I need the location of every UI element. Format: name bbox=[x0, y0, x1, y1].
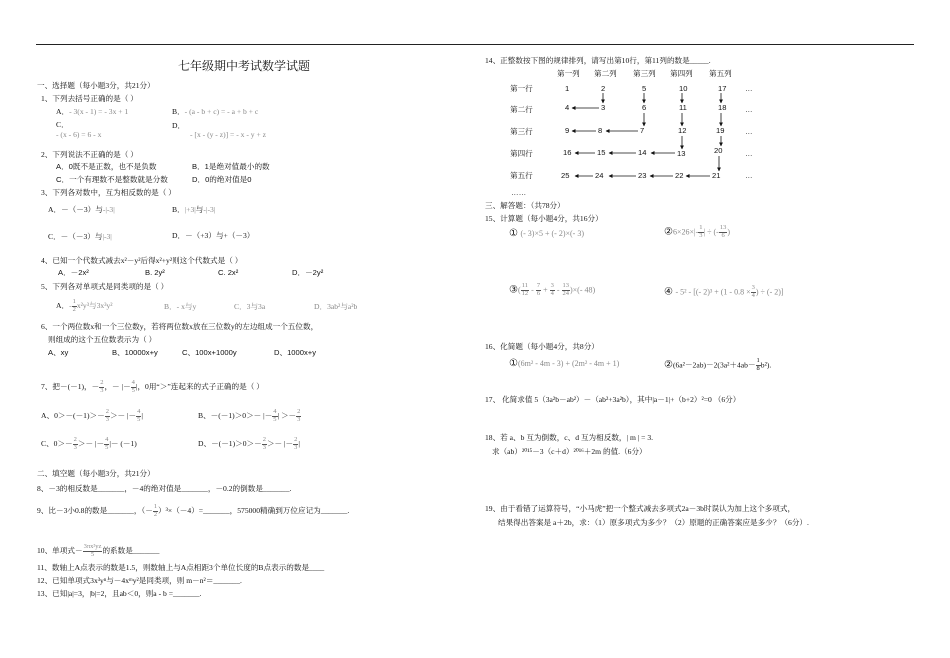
q3-a-tail: -|-3| bbox=[102, 205, 115, 214]
q4-option-c: C. 2x² bbox=[218, 268, 239, 277]
cell-5-4: 22 bbox=[675, 171, 684, 180]
row-label-4: 第四行 bbox=[510, 149, 533, 158]
q1-b-label: B． bbox=[172, 107, 185, 116]
q3-option-d: D．－（+3）与+（－3） bbox=[172, 231, 255, 240]
cell-1-4: 10 bbox=[679, 84, 688, 93]
cell-3-1: 9 bbox=[565, 126, 570, 135]
q2-option-d: D．0的绝对值是0 bbox=[192, 175, 252, 184]
cell-3-3: 7 bbox=[640, 126, 645, 135]
q10: 10、单项式－ $\frac{\text{3πx²yz}}{5}$ 的系数是_______ bbox=[37, 543, 160, 558]
q5-a-expr: x²y³与3x³y² bbox=[76, 300, 113, 310]
q3-c-tail: |-3| bbox=[102, 232, 112, 241]
q13: 13、已知|a|=3，|b|=2，且ab＜0，则a - b =_______. bbox=[37, 589, 202, 598]
calc-3: ③( $\frac{11}{12}$ - $\frac{7}{6}$ + $\frac{3}{4}$ - $\frac{13}{24}$ )×(- 48) bbox=[509, 282, 596, 297]
q1-stem: 1、下列去括号正确的是（ ） bbox=[41, 94, 138, 103]
q5-option-c: C．3与3a bbox=[234, 302, 266, 311]
q7-stem: 7、把－(－1)，－ $\frac{2}{3}$ ，－ |－ $\frac{4}{5}$ |，0用“＞”连起来的式子正确的是（ ） bbox=[41, 379, 264, 394]
q7-option-d: D、－(－1)＞0＞－ $\frac{2}{3}$ ＞－ |－ $\frac{2}{3}$ | bbox=[198, 436, 300, 451]
cell-2-3: 6 bbox=[642, 103, 647, 112]
row-label-5: 第五行 bbox=[510, 171, 533, 180]
calc-4-label: ④ bbox=[664, 286, 673, 298]
sec1-heading: 一、选择题（每小题3分，共21分） bbox=[37, 81, 155, 90]
q7-option-b: B、－(－1)＞0＞－ |－ $\frac{4}{5}$ | ＞－ $\frac{2}{3}$ bbox=[198, 408, 301, 423]
q17: 17、 化简求值 5（3a²b－ab²）－（ab²+3a²b），其中|a－1|+（b+2）²=0 （6分） bbox=[485, 395, 741, 404]
q9-frac: $\frac{1}{2}$ bbox=[153, 503, 158, 518]
calc-1 bbox=[509, 228, 584, 239]
q16-stem: 16、化简题（每小题4分，共8分） bbox=[485, 342, 599, 351]
simplify-2: ②(6a²－2ab)－2(3a²＋4ab－ $\frac{1}{8}$ b²). bbox=[664, 357, 772, 372]
cell-5-1: 25 bbox=[561, 171, 570, 180]
q1-a-label: A． bbox=[56, 107, 70, 116]
row-label-2: 第二行 bbox=[510, 105, 533, 114]
q18-line2: 求（ab）²⁰¹⁵－3（c＋d）²⁰¹⁶＋2m 的值.（6分） bbox=[492, 447, 647, 456]
simplify-1-expr: (6m² - 4m - 3) + (2m² - 4m + 1) bbox=[517, 359, 620, 368]
q5-option-a: A．- $\frac{1}{2}$ x²y³与3x³y² bbox=[56, 298, 113, 313]
cell-4-4: 13 bbox=[677, 149, 686, 158]
cell-2-2: 3 bbox=[601, 103, 606, 112]
q7-option-c: C、0＞－ $\frac{2}{3}$ ＞－ |－ $\frac{4}{5}$ |－ (－1) bbox=[41, 436, 137, 451]
q19-line2: 结果得出答案是 a＋2b，求：（1）原多项式为多少？（2）原题的正确答案应是多少？（6分）. bbox=[498, 518, 809, 527]
q3-b-tail: -|-3| bbox=[203, 205, 216, 214]
cell-4-5: 20 bbox=[714, 146, 723, 155]
q4-option-b: B. 2y² bbox=[145, 268, 165, 277]
cell-5-3: 23 bbox=[638, 171, 647, 180]
q3-a-pre: A．－（－3）与 bbox=[48, 205, 103, 214]
q1-option-c-label: C． bbox=[56, 120, 69, 129]
q12: 12、已知单项式3x³yⁿ与－4xᵐy²是同类项，则 m－n²＝_______. bbox=[37, 576, 242, 585]
q5-stem: 5、下列各对单项式是同类项的是（ ） bbox=[41, 282, 169, 291]
cell-3-more: … bbox=[745, 127, 753, 136]
cell-4-3: 14 bbox=[638, 148, 647, 157]
q1-option-d-label: D． bbox=[172, 121, 186, 130]
q6-option-b: B、10000x+y bbox=[112, 348, 158, 357]
cell-1-2: 2 bbox=[601, 84, 606, 93]
q10-frac: $\frac{\text{3πx²yz}}{5}$ bbox=[83, 543, 102, 558]
cell-4-1: 16 bbox=[563, 148, 572, 157]
cell-1-3: 5 bbox=[642, 84, 647, 93]
cell-5-more: … bbox=[745, 171, 753, 180]
q2-option-c: C．一个有理数不是整数就是分数 bbox=[56, 175, 168, 184]
q11: 11、数轴上A点表示的数是1.5，则数轴上与A点相距3个单位长度的B点表示的数是____ bbox=[37, 563, 325, 572]
q4-stem: 4、已知一个代数式减去x²－y²后得x²+y²则这个代数式是（ ） bbox=[41, 256, 243, 265]
q3-c-pre: C．－（－3）与 bbox=[48, 232, 103, 241]
cell-2-4: 11 bbox=[679, 103, 687, 112]
col-header-2: 第二列 bbox=[594, 69, 617, 78]
calc-3-label: ③ bbox=[509, 284, 518, 296]
row-label-3: 第三行 bbox=[510, 127, 533, 136]
q2-stem: 2、下列说法不正确的是（ ） bbox=[41, 150, 138, 159]
cell-2-5: 18 bbox=[718, 103, 727, 112]
cell-4-more: … bbox=[745, 149, 753, 158]
sec2-heading: 二、填空题（每小题3分，共21分） bbox=[37, 469, 155, 478]
cell-1-more: … bbox=[745, 84, 753, 93]
simplify-2-label: ② bbox=[664, 359, 673, 371]
col-header-3: 第三列 bbox=[633, 69, 656, 78]
q1-b-expr: - (a - b + c) = - a + b + c bbox=[184, 107, 259, 116]
q15-stem: 15、计算题（每小题4分，共16分） bbox=[485, 214, 603, 223]
calc-4: ④ - 5² - [(- 2)³ + (1 - 0.8 × $\frac{3}{4}$ ) ÷ (- 2)] bbox=[664, 284, 784, 299]
cell-3-2: 8 bbox=[598, 126, 603, 135]
q5-a-label: A． bbox=[56, 300, 70, 310]
q5-option-d: D．3ab²与a²b bbox=[314, 302, 358, 311]
q6-stem: 6、一个两位数x和一个三位数y，若将两位数x放在三位数y的左边组成一个五位数， bbox=[41, 322, 319, 331]
simplify-1-label: ① bbox=[509, 358, 518, 369]
q6-option-c: C、100x+1000y bbox=[182, 348, 237, 357]
cell-4-2: 15 bbox=[597, 148, 606, 157]
q3-b-mid: 与 bbox=[195, 205, 204, 214]
table-continuation: …… bbox=[511, 188, 527, 197]
calc-2: ②6×26×|- $\frac{1}{3}$ | ÷ (- $\frac{13}{6}$ ) bbox=[664, 224, 731, 239]
q9: 9、比－3小0.8的数是_______，（－ $\frac{1}{2}$ ）³×（－4）=_______，575000精确到万位应记为_______. bbox=[37, 503, 350, 518]
q7-frac-2: $\frac{4}{5}$ bbox=[131, 379, 135, 394]
calc-1-expr: (- 3)×5 + (- 2)×(- 3) bbox=[520, 229, 584, 238]
calc-2-label: ② bbox=[664, 226, 673, 238]
cell-5-5: 21 bbox=[712, 171, 721, 180]
col-header-4: 第四列 bbox=[670, 69, 693, 78]
q4-option-a: A．－2x² bbox=[58, 268, 89, 277]
q1-c-expr: - (x - 6) = 6 - x bbox=[56, 130, 102, 139]
q6-stem2: 则组成的这个五位数表示为（ ） bbox=[48, 335, 157, 344]
q3-b-pre: B． bbox=[172, 205, 185, 214]
cell-2-more: … bbox=[745, 105, 753, 114]
q7-frac-1: $\frac{2}{3}$ bbox=[100, 379, 104, 394]
page-title: 七年级期中考试数学试题 bbox=[178, 59, 311, 73]
q5-option-b: B．- x与y bbox=[164, 302, 197, 311]
q18-line1: 18、若 a、b 互为倒数，c、d 互为相反数，| m | = 3. bbox=[485, 433, 654, 442]
q2-option-b: B．1是绝对值最小的数 bbox=[192, 162, 270, 171]
q2-option-a: A．0既不是正数，也不是负数 bbox=[56, 162, 157, 171]
q7-option-a: A、0＞－(－1)＞－ $\frac{2}{3}$ ＞－ |－ $\frac{4}{5}$ | bbox=[41, 408, 143, 423]
cell-3-5: 19 bbox=[716, 126, 725, 135]
cell-1-5: 17 bbox=[718, 84, 727, 93]
cell-2-1: 4 bbox=[565, 103, 570, 112]
q14-stem: 14、正整数按下图的规律排列，请写出第10行，第11列的数是_____. bbox=[485, 56, 711, 65]
q5-a-frac: $\frac{1}{2}$ bbox=[72, 298, 76, 313]
cell-5-2: 24 bbox=[595, 171, 604, 180]
q3-b-a: |+3| bbox=[184, 205, 196, 214]
cell-3-4: 12 bbox=[678, 126, 687, 135]
q6-option-a: A、xy bbox=[48, 348, 69, 357]
simplify-1 bbox=[509, 358, 619, 369]
q6-option-d: D、1000x+y bbox=[274, 348, 316, 357]
col-header-1: 第一列 bbox=[557, 69, 580, 78]
col-header-5: 第五列 bbox=[709, 69, 732, 78]
row-label-1: 第一行 bbox=[510, 84, 533, 93]
sec3-heading: 三、解答题：（共78分） bbox=[485, 201, 565, 210]
q19-line1: 19、由于看错了运算符号，“小马虎”把一个整式减去多项式2a－3b时误认为加上这个多项式， bbox=[485, 504, 796, 513]
calc-1-label: ① bbox=[509, 228, 518, 239]
q4-option-d: D．－2y² bbox=[292, 268, 324, 277]
q1-a-expr: - 3(x - 1) = - 3x + 1 bbox=[69, 107, 129, 116]
q8: 8、－3的相反数是_______，－4的绝对值是_______，－0.2的倒数是_______. bbox=[37, 484, 292, 493]
q3-stem: 3、下列各对数中，互为相反数的是（ ） bbox=[41, 188, 176, 197]
cell-1-1: 1 bbox=[565, 84, 570, 93]
q1-d-expr: - [x - (y - z)] = - x - y + z bbox=[190, 130, 267, 139]
